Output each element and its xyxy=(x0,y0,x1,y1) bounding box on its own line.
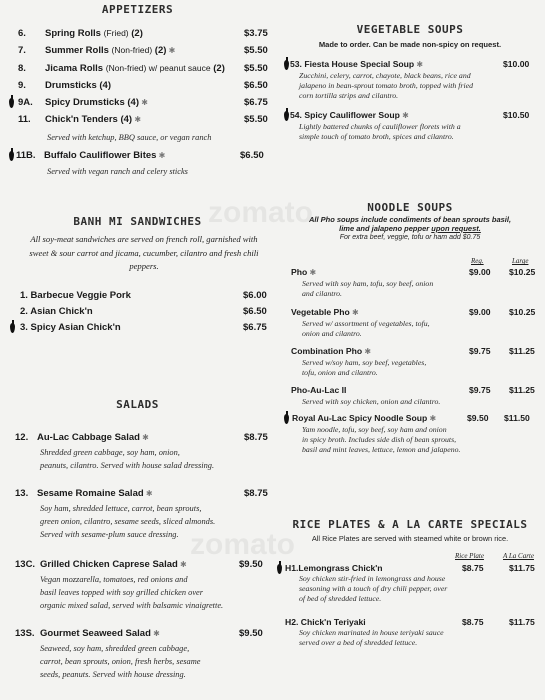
chili-pepper-icon xyxy=(9,98,14,108)
star-icon: ✱ xyxy=(139,433,149,442)
noodle-name-text: Vegetable Pho xyxy=(291,307,350,317)
star-icon: ✱ xyxy=(150,629,160,638)
a-la-carte-price: $11.75 xyxy=(509,617,535,627)
noodle-note-2b: upon request. xyxy=(431,224,481,233)
appetizer-number: 7. xyxy=(18,45,26,56)
salad-name xyxy=(40,628,160,639)
noodle-reg-price: $9.75 xyxy=(469,385,491,395)
sandwich-name: 3. Spicy Asian Chick'n xyxy=(20,322,121,333)
appetizer-name xyxy=(45,97,148,108)
salad-price: $8.75 xyxy=(244,432,268,443)
appetizer-qty: (4) xyxy=(120,114,133,125)
salad-price: $9.50 xyxy=(239,628,263,639)
noodle-description-line: onion and cilantro. xyxy=(302,329,362,338)
salad-number: 12. xyxy=(15,432,29,443)
chili-pepper-icon xyxy=(10,323,15,333)
star-icon: ✱ xyxy=(143,489,153,498)
noodle-description-line: tofu, onion and cilantro. xyxy=(302,368,378,377)
noodle-name xyxy=(291,346,371,356)
star-icon: ✱ xyxy=(427,414,437,423)
rice-description-line: of bed of shredded lettuce. xyxy=(299,594,382,603)
soup-name-text: 53. Fiesta House Special Soup xyxy=(290,59,415,69)
appetizer-name-text: Summer Rolls xyxy=(45,45,109,56)
watermark: zomato xyxy=(208,196,313,229)
appetizer-qty: (2) xyxy=(131,28,143,39)
rice-item-name: H1.Lemongrass Chick'n xyxy=(285,563,383,573)
appetizer-qty: (4) xyxy=(99,80,112,91)
appetizer-qty: (2) xyxy=(213,63,225,74)
star-icon: ✱ xyxy=(156,151,166,160)
rice-plate-price: $8.75 xyxy=(462,563,484,573)
rice-plates-title: RICE PLATES & A LA CARTE SPECIALS xyxy=(292,518,528,531)
noodle-large-price: $10.25 xyxy=(509,267,536,277)
appetizer-price: $5.50 xyxy=(244,63,268,74)
star-icon: ✱ xyxy=(177,560,187,569)
appetizer-price: $6.75 xyxy=(244,97,268,108)
noodle-description-line: Served with soy chicken, onion and cilantro. xyxy=(302,397,441,406)
rice-plate-header: Rice Plate xyxy=(455,552,484,560)
rice-plates-note: All Rice Plates are served with steamed white or brown rice. xyxy=(311,534,509,543)
rice-description-line: seasoning with a touch of dry chili pepper, over xyxy=(299,584,448,593)
soup-description-line: corn tortilla strips and cilantro. xyxy=(299,91,399,100)
noodle-description-line: Served w/soy ham, soy beef, vegetables, xyxy=(302,358,427,367)
appetizer-price: $6.50 xyxy=(240,150,264,161)
noodle-description-line: Yam noodle, tofu, soy beef, soy ham and onion xyxy=(302,425,447,434)
noodle-reg-price: $9.75 xyxy=(469,346,491,356)
salad-description-line: basil leaves topped with soy grilled chicken over xyxy=(40,588,204,597)
sandwich-name: 2. Asian Chick'n xyxy=(20,306,93,317)
noodle-note-2 xyxy=(275,224,545,233)
noodle-name xyxy=(291,385,346,395)
appetizer-description: Served with vegan ranch and celery sticks xyxy=(47,167,188,176)
appetizer-name-text: Spicy Drumsticks xyxy=(45,97,125,108)
soup-name-text: 54. Spicy Cauliflower Soup xyxy=(290,110,400,120)
noodle-large-price: $11.25 xyxy=(509,385,535,395)
noodle-name-text: Royal Au-Lac Spicy Noodle Soup xyxy=(292,413,428,423)
large-header: Large xyxy=(512,257,529,265)
noodle-name-text: Pho-Au-Lac II xyxy=(291,385,347,395)
appetizer-name xyxy=(45,63,225,74)
salad-number: 13. xyxy=(15,488,29,499)
soup-description-line: jalapeno in bean-sprout tomato broth, topped with fried xyxy=(299,81,473,90)
noodle-soups-title: NOODLE SOUPS xyxy=(367,201,453,214)
noodle-name xyxy=(291,267,316,277)
chili-pepper-icon xyxy=(277,564,282,574)
appetizer-number: 9A. xyxy=(18,97,33,108)
salad-description-line: Vegan mozzarella, tomatoes, red onions and xyxy=(40,575,188,584)
noodle-description-line: Served w/ assortment of vegetables, tofu, xyxy=(302,319,430,328)
soup-name xyxy=(290,59,423,69)
salad-description-line: carrot, bean sprouts, onion, fresh herbs, sesame xyxy=(40,657,201,666)
salad-number: 13S. xyxy=(15,628,35,639)
sandwich-price: $6.00 xyxy=(243,290,267,301)
noodle-description-line: in spicy broth. Includes side dish of bean sprouts, xyxy=(302,435,457,444)
noodle-large-price: $11.25 xyxy=(509,346,535,356)
banh-mi-note: All soy-meat sandwiches are served on french roll, garnished with sweet & sour carrot and jicama, cucumber, cilantro and fresh chili peppers. xyxy=(29,234,259,271)
salad-name-text: Sesame Romaine Salad xyxy=(37,488,144,499)
appetizer-name-text: Drumsticks xyxy=(45,80,97,91)
star-icon: ✱ xyxy=(399,111,409,120)
star-icon: ✱ xyxy=(349,308,359,317)
appetizer-price: $5.50 xyxy=(244,45,268,56)
salad-description-line: green onion, cilantro, sesame seeds, sliced almonds. xyxy=(40,517,216,526)
banh-mi-title: BANH MI SANDWICHES xyxy=(73,215,202,228)
appetizer-name-text: Jicama Rolls xyxy=(45,63,104,74)
salad-name xyxy=(40,559,187,570)
salad-name xyxy=(37,432,149,443)
salad-description-line: Soy ham, shredded lettuce, carrot, bean sprouts, xyxy=(40,504,202,513)
salad-name-text: Au-Lac Cabbage Salad xyxy=(37,432,140,443)
appetizer-number: 9. xyxy=(18,80,26,91)
appetizer-description: Served with ketchup, BBQ sauce, or vegan ranch xyxy=(47,133,212,142)
star-icon: ✱ xyxy=(362,347,372,356)
sandwich-price: $6.75 xyxy=(243,322,267,333)
noodle-note-3: For extra beef, veggie, tofu or ham add $0.75 xyxy=(339,234,481,241)
appetizer-price: $3.75 xyxy=(244,28,268,39)
soup-description-line: Zucchini, celery, carrot, chayote, black beans, rice and xyxy=(299,71,471,80)
chili-pepper-icon xyxy=(284,414,289,424)
salad-description-line: peanuts, cilantro. Served with house salad dressing. xyxy=(40,461,215,470)
appetizer-name-text: Buffalo Cauliflower Bites xyxy=(44,150,157,161)
rice-item-name: H2. Chick'n Teriyaki xyxy=(285,617,366,627)
soup-name xyxy=(290,110,409,120)
noodle-large-price: $11.50 xyxy=(504,413,530,423)
salad-description-line: seeds, peanuts. Served with house dressing. xyxy=(40,670,186,679)
appetizer-sub: (Fried) xyxy=(103,28,129,38)
appetizer-name xyxy=(45,80,111,91)
star-icon: ✱ xyxy=(166,46,176,55)
chili-pepper-icon xyxy=(284,60,289,70)
appetizer-number: 11B. xyxy=(16,150,36,161)
star-icon: ✱ xyxy=(132,115,142,124)
appetizer-price: $6.50 xyxy=(244,80,268,91)
appetizer-name-text: Spring Rolls xyxy=(45,28,101,39)
noodle-name-text: Combination Pho xyxy=(291,346,363,356)
a-la-carte-price: $11.75 xyxy=(509,563,535,573)
star-icon: ✱ xyxy=(139,98,148,107)
salad-name-text: Grilled Chicken Caprese Salad xyxy=(40,559,178,570)
appetizer-name xyxy=(44,150,165,161)
noodle-name xyxy=(291,307,359,317)
appetizer-number: 11. xyxy=(18,114,31,125)
appetizer-qty: (2) xyxy=(154,45,167,56)
appetizer-name xyxy=(45,114,141,125)
appetizer-number: 6. xyxy=(18,28,26,39)
rice-plate-price: $8.75 xyxy=(462,617,484,627)
rice-description-line: served over a bed of shredded lettuce. xyxy=(299,638,418,647)
appetizer-name xyxy=(45,28,143,39)
salad-description-line: Seaweed, soy ham, shredded green cabbage, xyxy=(40,644,190,653)
veg-soups-title: VEGETABLE SOUPS xyxy=(356,23,464,36)
salad-name-text: Gourmet Seaweed Salad xyxy=(40,628,151,639)
noodle-description-line: basil and mint leaves, lettuce, lemon and jalapeno. xyxy=(302,445,461,454)
a-la-carte-header: A La Carte xyxy=(503,552,534,560)
appetizer-name-text: Chick'n Tenders xyxy=(45,114,118,125)
chili-pepper-icon xyxy=(9,151,14,161)
watermark: zomato xyxy=(190,528,295,561)
salad-name xyxy=(37,488,153,499)
noodle-reg-price: $9.00 xyxy=(469,267,491,277)
salads-title: SALADS xyxy=(116,398,159,411)
rice-description-line: Soy chicken marinated in house teriyaki sauce xyxy=(299,628,444,637)
salad-description-line: Served with sesame-plum sauce dressing. xyxy=(40,530,179,539)
appetizer-name xyxy=(45,45,175,56)
appetizer-number: 8. xyxy=(18,63,26,74)
sandwich-name: 1. Barbecue Veggie Pork xyxy=(20,290,131,301)
appetizer-sub: (Non-fried) w/ peanut sauce xyxy=(105,63,211,73)
salad-description-line: organic mixed salad, served with balsamic vinaigrette. xyxy=(40,601,224,610)
salad-price: $9.50 xyxy=(239,559,263,570)
salad-description-line: Shredded green cabbage, soy ham, onion, xyxy=(40,448,180,457)
noodle-note-1: All Pho soups include condiments of bean sprouts basil, xyxy=(308,215,512,224)
noodle-name xyxy=(292,413,436,423)
soup-description-line: Lightly battered chunks of cauliflower florets with a xyxy=(299,122,461,131)
salad-number: 13C. xyxy=(15,559,36,570)
star-icon: ✱ xyxy=(414,60,424,69)
sandwich-price: $6.50 xyxy=(243,306,267,317)
veg-soups-note: Made to order. Can be made non-spicy on request. xyxy=(318,40,502,49)
soup-price: $10.50 xyxy=(503,110,530,120)
soup-price: $10.00 xyxy=(503,59,530,69)
rice-description-line: Soy chicken stir-fried in lemongrass and house xyxy=(299,574,446,583)
reg-header: Reg. xyxy=(471,257,484,265)
chili-pepper-icon xyxy=(284,111,289,121)
salad-price: $8.75 xyxy=(244,488,268,499)
soup-description-line: simple touch of tomato broth, spices and cilantro. xyxy=(299,132,454,141)
noodle-description-line: and cilantro. xyxy=(302,289,342,298)
star-icon: ✱ xyxy=(307,268,317,277)
noodle-note-2a: lime and jalapeno pepper xyxy=(339,224,432,233)
appetizer-price: $5.50 xyxy=(244,114,268,125)
noodle-description-line: Served with soy ham, tofu, soy beef, onion xyxy=(302,279,434,288)
noodle-large-price: $10.25 xyxy=(509,307,536,317)
appetizers-title: APPETIZERS xyxy=(101,3,174,16)
noodle-reg-price: $9.00 xyxy=(469,307,491,317)
appetizer-qty: (4) xyxy=(127,97,139,108)
noodle-name-text: Pho xyxy=(291,267,308,277)
appetizer-sub: (Non-fried) xyxy=(111,45,153,55)
noodle-reg-price: $9.50 xyxy=(467,413,489,423)
